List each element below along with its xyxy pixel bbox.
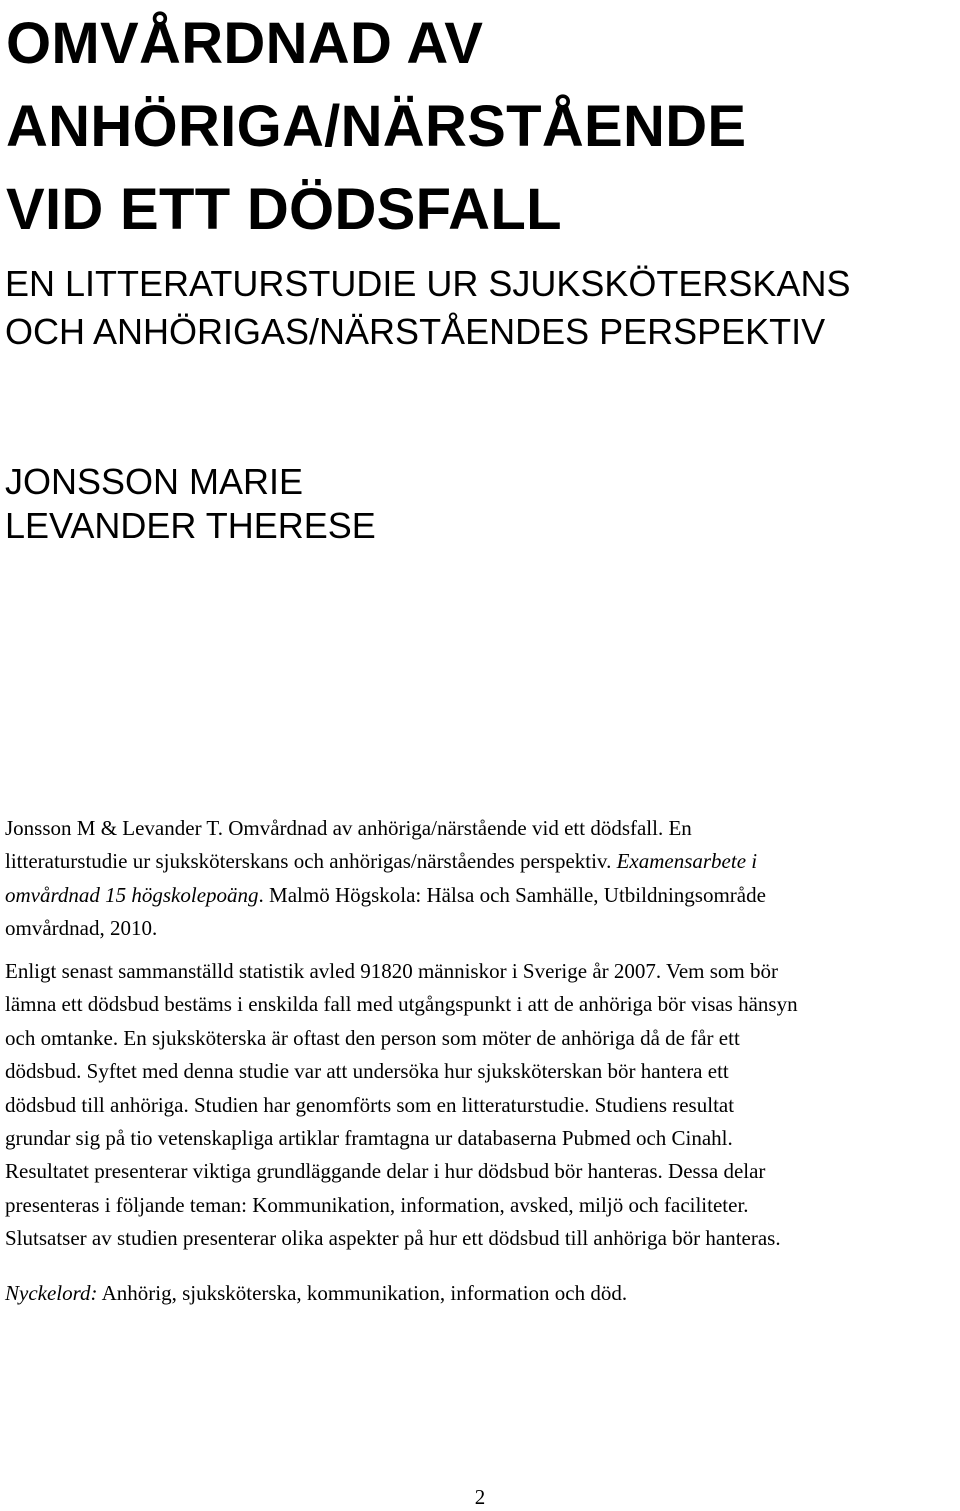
title-line: OMVÅRDNAD AV bbox=[6, 11, 484, 76]
citation-line bbox=[5, 845, 957, 878]
subtitle-line: EN LITTERATURSTUDIE UR SJUKSKÖTERSKANS bbox=[5, 263, 851, 304]
keywords-line bbox=[5, 1277, 957, 1310]
abstract-line: grundar sig på tio vetenskapliga artiklar framtagna ur databaserna Pubmed och Cinahl. bbox=[5, 1126, 733, 1151]
title-line: ANHÖRIGA/NÄRSTÅENDE bbox=[6, 94, 747, 159]
citation-text: . Malmö Högskola: Hälsa och Samhälle, Utbildningsområde bbox=[258, 882, 766, 907]
abstract-line: Slutsatser av studien presenterar olika aspekter på hur ett dödsbud till anhöriga bör hanteras. bbox=[5, 1226, 781, 1251]
abstract-line: presenteras i följande teman: Kommunikation, information, avsked, miljö och faciliteter. bbox=[5, 1192, 749, 1217]
citation-line bbox=[5, 879, 957, 912]
author-name: LEVANDER THERESE bbox=[5, 505, 376, 546]
citation-line: Jonsson M & Levander T. Omvårdnad av anhöriga/närstående vid ett dödsfall. En bbox=[5, 816, 692, 840]
citation-italic-text: omvårdnad 15 högskolepoäng bbox=[5, 882, 259, 907]
document-subtitle bbox=[5, 260, 850, 356]
citation-italic-text: Examensarbete i bbox=[616, 849, 758, 874]
citation-line: omvårdnad, 2010. bbox=[5, 916, 158, 941]
subtitle-line: OCH ANHÖRIGAS/NÄRSTÅENDES PERSPEKTIV bbox=[5, 311, 826, 352]
document-title bbox=[6, 2, 746, 251]
author-list bbox=[5, 460, 376, 548]
keywords-text: Anhörig, sjuksköterska, kommunikation, information och död. bbox=[97, 1281, 628, 1305]
abstract-line: och omtanke. En sjuksköterska är oftast den person som möter de anhöriga då de får ett bbox=[5, 1025, 740, 1050]
keywords-label: Nyckelord: bbox=[5, 1281, 98, 1305]
title-line: VID ETT DÖDSFALL bbox=[6, 177, 562, 242]
author-name: JONSSON MARIE bbox=[5, 461, 304, 502]
abstract-line: Enligt senast sammanställd statistik avled 91820 människor i Sverige år 2007. Vem som bör bbox=[5, 959, 779, 983]
abstract-line: dödsbud till anhöriga. Studien har genomförts som en litteraturstudie. Studiens resultat bbox=[5, 1092, 735, 1117]
abstract-paragraph bbox=[5, 955, 960, 1256]
abstract-line: lämna ett dödsbud bestäms i enskilda fall med utgångspunkt i att de anhöriga bör visas hänsyn bbox=[5, 992, 798, 1017]
citation-text: litteraturstudie ur sjuksköterskans och anhörigas/närståendes perspektiv. bbox=[5, 849, 617, 874]
keywords-paragraph bbox=[5, 1277, 957, 1310]
abstract-line: Resultatet presenterar viktiga grundläggande delar i hur dödsbud bör hanteras. Dessa delar bbox=[5, 1159, 766, 1184]
citation-paragraph bbox=[5, 812, 957, 946]
page-number: 2 bbox=[474, 1485, 486, 1509]
abstract-line: dödsbud. Syftet med denna studie var att undersöka hur sjuksköterskan bör hantera ett bbox=[5, 1059, 729, 1084]
